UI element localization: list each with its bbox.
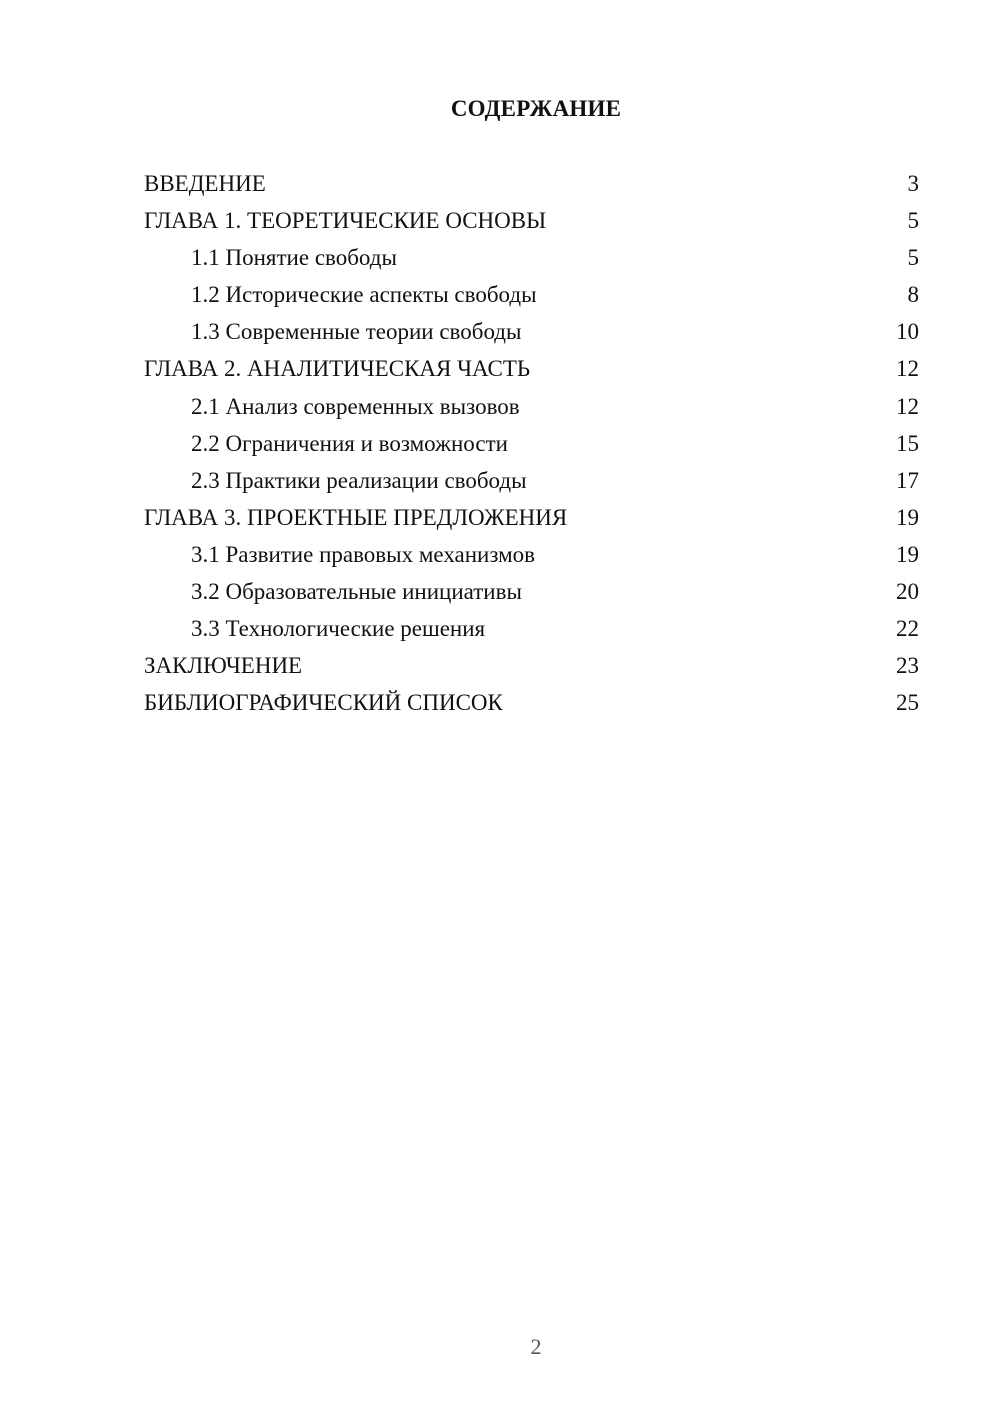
toc-entry-label: ГЛАВА 2. АНАЛИТИЧЕСКАЯ ЧАСТЬ (144, 356, 531, 382)
toc-entry-page: 19 (896, 504, 919, 530)
toc-entry-label: 2.3 Практики реализации свободы (191, 467, 527, 493)
toc-entry-page: 12 (896, 356, 919, 382)
toc-entry[interactable] (144, 541, 919, 578)
toc-entry-label: ГЛАВА 3. ПРОЕКТНЫЕ ПРЕДЛОЖЕНИЯ (144, 504, 568, 530)
toc-entry[interactable] (144, 207, 919, 244)
toc-entry-label: 1.2 Исторические аспекты свободы (191, 282, 537, 308)
toc-entry[interactable] (144, 504, 919, 541)
toc-entry-label: 1.3 Современные теории свободы (191, 319, 522, 345)
toc-entry[interactable] (144, 170, 919, 207)
toc-entry-label: 3.3 Технологические решения (191, 616, 486, 642)
table-of-contents (144, 170, 919, 726)
toc-entry-page: 23 (896, 653, 919, 679)
toc-entry-label: 3.1 Развитие правовых механизмов (191, 541, 536, 567)
toc-entry-page: 10 (896, 319, 919, 345)
toc-entry[interactable] (144, 281, 919, 318)
toc-entry[interactable] (144, 652, 919, 689)
toc-entry-label: 1.1 Понятие свободы (191, 245, 397, 271)
toc-entry-page: 5 (907, 208, 919, 234)
toc-entry[interactable] (144, 430, 919, 467)
toc-entry-page: 19 (896, 541, 919, 567)
toc-entry-page: 5 (907, 245, 919, 271)
toc-entry-page: 12 (896, 393, 919, 419)
toc-entry-page: 3 (907, 171, 919, 196)
toc-entry-label: ВВЕДЕНИЕ (144, 171, 266, 196)
toc-entry-label: 3.2 Образовательные инициативы (191, 579, 522, 605)
toc-entry[interactable] (144, 578, 919, 615)
toc-entry-page: 8 (907, 282, 919, 308)
toc-entry-page: 15 (896, 430, 919, 456)
toc-entry[interactable] (144, 244, 919, 281)
toc-entry[interactable] (144, 355, 919, 392)
toc-entry-page: 20 (896, 579, 919, 605)
page-title: СОДЕРЖАНИЕ (450, 96, 622, 121)
toc-entry[interactable] (144, 318, 919, 355)
toc-entry[interactable] (144, 689, 919, 726)
toc-entry-page: 22 (896, 616, 919, 642)
toc-entry-label: 2.2 Ограничения и возможности (191, 430, 508, 456)
toc-entry-label: ЗАКЛЮЧЕНИЕ (144, 653, 303, 679)
toc-entry[interactable] (144, 393, 919, 430)
page-number: 2 (530, 1334, 542, 1359)
toc-entry[interactable] (144, 615, 919, 652)
toc-entry-page: 25 (896, 690, 919, 716)
toc-entry[interactable] (144, 467, 919, 504)
toc-entry-page: 17 (896, 467, 919, 493)
toc-entry-label: БИБЛИОГРАФИЧЕСКИЙ СПИСОК (144, 690, 503, 716)
toc-entry-label: ГЛАВА 1. ТЕОРЕТИЧЕСКИЕ ОСНОВЫ (144, 208, 547, 234)
toc-entry-label: 2.1 Анализ современных вызовов (191, 393, 520, 419)
